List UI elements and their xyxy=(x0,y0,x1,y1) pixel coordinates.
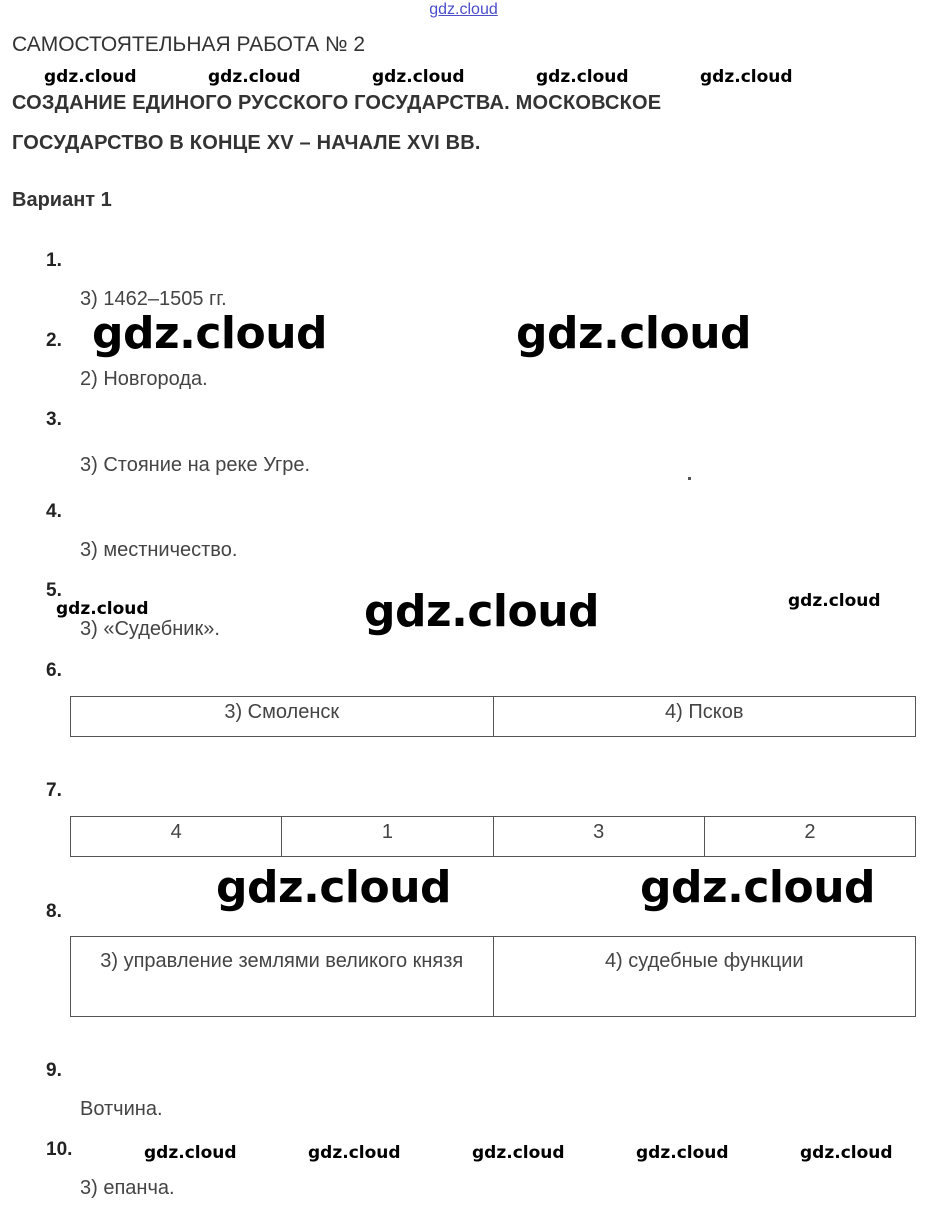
answer-table-6 xyxy=(70,696,916,737)
table-cell: 3 xyxy=(493,817,704,857)
stray-dot xyxy=(688,477,691,480)
answer-table-7 xyxy=(70,816,916,857)
answer-1: 3) 1462–1505 гг. xyxy=(80,288,227,310)
table-cell: 2 xyxy=(704,817,915,857)
answer-3: 3) Стояние на реке Угре. xyxy=(80,454,311,476)
theme-title-line-2: ГОСУДАРСТВО В КОНЦЕ XV – НАЧАЛЕ XVI ВВ. xyxy=(12,132,481,154)
answer-table-8 xyxy=(70,936,916,1017)
watermark: gdz.cloud xyxy=(56,599,149,619)
answer-5: 3) «Судебник». xyxy=(80,618,220,640)
table-cell: 3) управление землями великого князя xyxy=(71,937,494,1017)
table-cell: 4) Псков xyxy=(493,697,916,737)
question-number-3: 3. xyxy=(46,409,62,430)
question-number-10: 10. xyxy=(46,1139,73,1160)
question-number-2: 2. xyxy=(46,330,62,351)
work-title: САМОСТОЯТЕЛЬНАЯ РАБОТА № 2 xyxy=(12,33,366,56)
table-cell: 1 xyxy=(282,817,493,857)
question-number-6: 6. xyxy=(46,660,62,681)
watermark: gdz.cloud xyxy=(800,1143,893,1163)
watermark: gdz.cloud xyxy=(364,586,600,637)
question-number-8: 8. xyxy=(46,901,62,922)
top-watermark-link[interactable]: gdz.cloud xyxy=(429,1,498,18)
answer-9: Вотчина. xyxy=(80,1098,163,1120)
watermark: gdz.cloud xyxy=(700,67,793,87)
watermark: gdz.cloud xyxy=(372,67,465,87)
question-number-7: 7. xyxy=(46,780,62,801)
watermark: gdz.cloud xyxy=(516,308,752,359)
answer-4: 3) местничество. xyxy=(80,539,238,561)
table-cell: 4 xyxy=(71,817,282,857)
question-number-9: 9. xyxy=(46,1060,62,1081)
answer-2: 2) Новгорода. xyxy=(80,368,208,390)
watermark: gdz.cloud xyxy=(640,862,876,913)
answer-10: 3) епанча. xyxy=(80,1177,175,1199)
watermark: gdz.cloud xyxy=(44,67,137,87)
watermark: gdz.cloud xyxy=(536,67,629,87)
watermark: gdz.cloud xyxy=(208,67,301,87)
watermark: gdz.cloud xyxy=(144,1143,237,1163)
watermark: gdz.cloud xyxy=(636,1143,729,1163)
question-number-1: 1. xyxy=(46,250,62,271)
watermark: gdz.cloud xyxy=(92,308,328,359)
watermark: gdz.cloud xyxy=(472,1143,565,1163)
question-number-4: 4. xyxy=(46,501,62,522)
table-cell: 3) Смоленск xyxy=(71,697,494,737)
theme-title-line-1: СОЗДАНИЕ ЕДИНОГО РУССКОГО ГОСУДАРСТВА. МОСКОВСКОЕ xyxy=(12,92,662,114)
variant-heading: Вариант 1 xyxy=(12,189,112,211)
watermark: gdz.cloud xyxy=(308,1143,401,1163)
watermark: gdz.cloud xyxy=(788,591,881,611)
watermark: gdz.cloud xyxy=(216,862,452,913)
question-number-5: 5. xyxy=(46,580,62,601)
table-cell: 4) судебные функции xyxy=(493,937,916,1017)
